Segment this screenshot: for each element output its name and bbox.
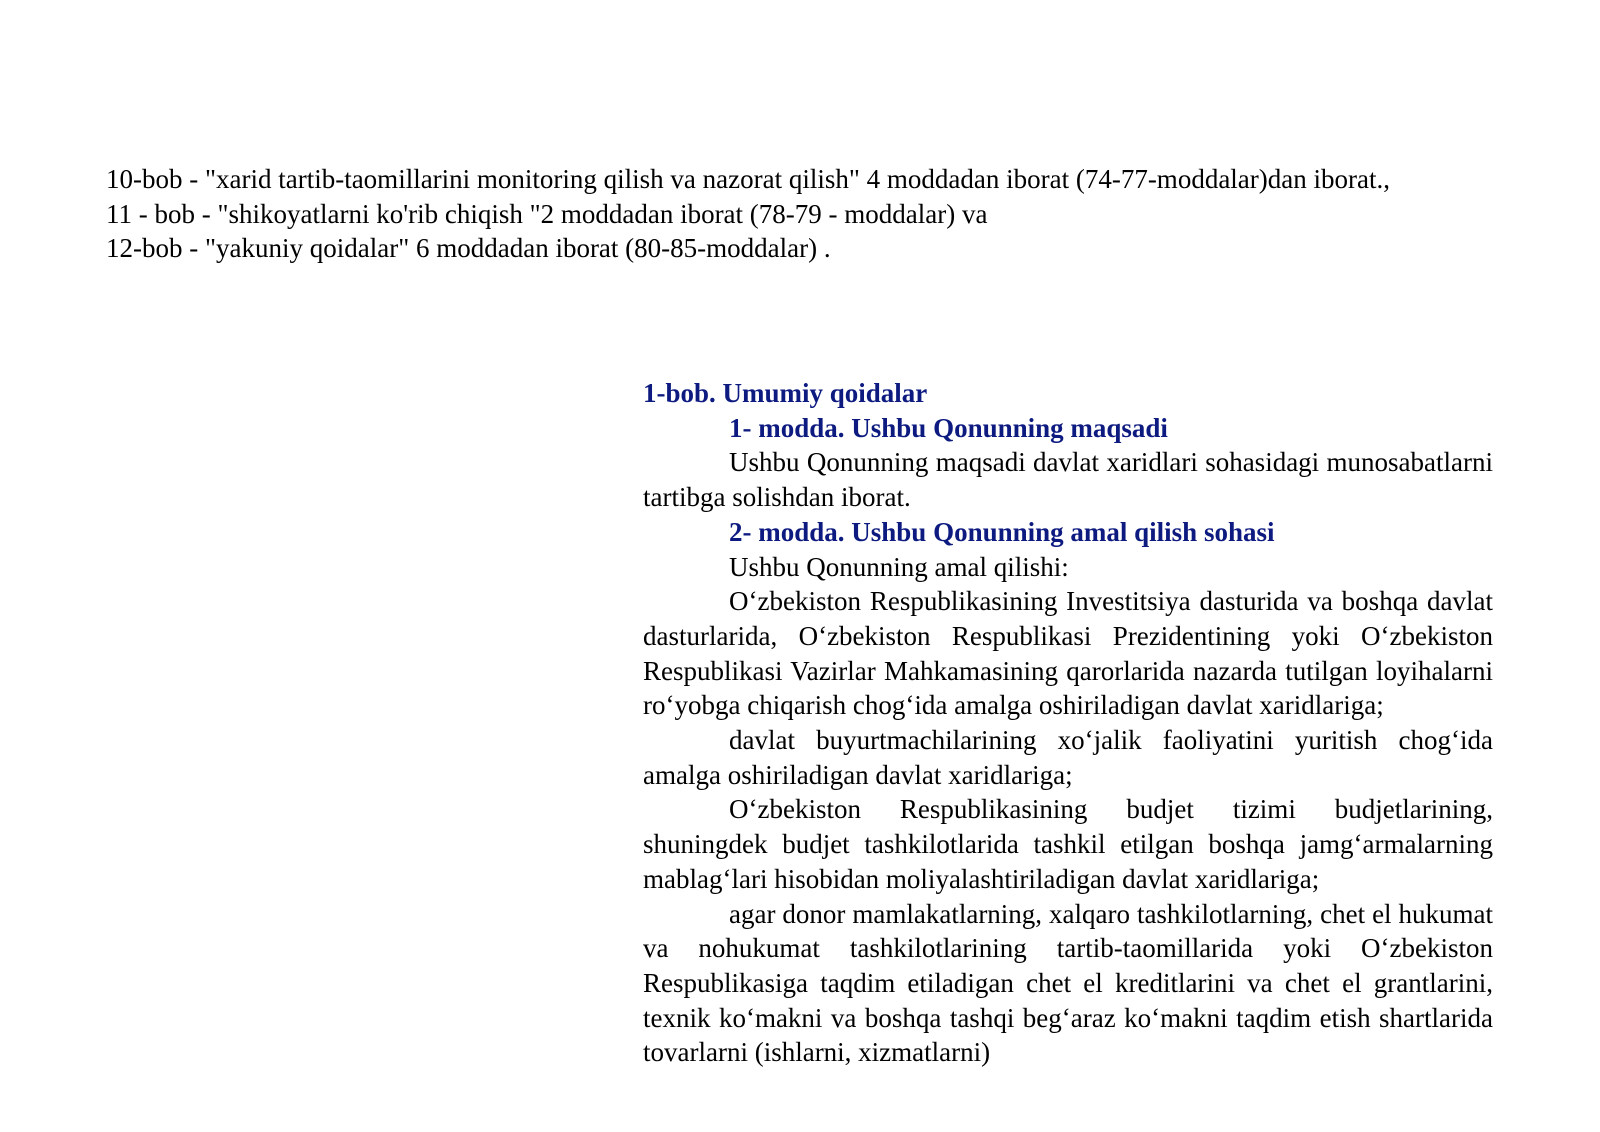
chapter-title: 1-bob. Umumiy qoidalar bbox=[643, 378, 928, 408]
article-2-title: 2- modda. Ushbu Qonunning amal qilish sohasi bbox=[729, 516, 1275, 547]
article-1-title: 1- modda. Ushbu Qonunning maqsadi bbox=[729, 412, 1168, 443]
intro-line-chapter-10: 10-bob - "xarid tartib-taomillarini monitoring qilish va nazorat qilish" 4 moddadan iborat (74-77-moddalar)dan iborat., bbox=[106, 164, 1390, 194]
article-1-text: Ushbu Qonunning maqsadi davlat xaridlari sohasidagi munosabatlarni tartibga solishdan iborat. bbox=[643, 447, 1493, 513]
law-text bbox=[643, 376, 1493, 1070]
article-2-item: agar donor mamlakatlarning, xalqaro tashkilotlarning, chet el hukumat va nohukumat tashkilotlarining tartib-taomillarida yoki O‘zbekiston Respublikasiga taqdim etiladigan chet el kreditlarini va chet el grantlarini, texnik ko‘makni va boshqa tashqi beg‘araz ko‘makni taqdim etish shartlarida tovarlarni (ishlarni, xizmatlarni) bbox=[643, 898, 1493, 1068]
intro-summary bbox=[106, 162, 1506, 266]
article-2-item: O‘zbekiston Respublikasining budjet tizimi budjetlarining, shuningdek budjet tashkilotlarida tashkil etilgan boshqa jamg‘armalarning mablag‘lari hisobidan moliyalashtiriladigan davlat xaridlariga; bbox=[643, 794, 1493, 894]
article-2-intro: Ushbu Qonunning amal qilishi: bbox=[729, 551, 1069, 582]
intro-line-chapter-11: 11 - bob - "shikoyatlarni ko'rib chiqish "2 moddadan iborat (78-79 - moddalar) va bbox=[106, 198, 988, 229]
article-2-item: O‘zbekiston Respublikasining Investitsiya dasturida va boshqa davlat dasturlarida, O‘zbekiston Respublikasi Prezidentining yoki O‘zbekiston Respublikasi Vazirlar Mahkamasining qarorlarida nazarda tutilgan loyihalarni ro‘yobga chiqarish chog‘ida amalga oshiriladigan davlat xaridlariga; bbox=[643, 586, 1493, 721]
article-2-item: davlat buyurtmachilarining xo‘jalik faoliyatini yuritish chog‘ida amalga oshiriladigan davlat xaridlariga; bbox=[643, 725, 1493, 790]
intro-line-chapter-12: 12-bob - "yakuniy qoidalar" 6 moddadan iborat (80-85-moddalar) . bbox=[106, 233, 831, 263]
